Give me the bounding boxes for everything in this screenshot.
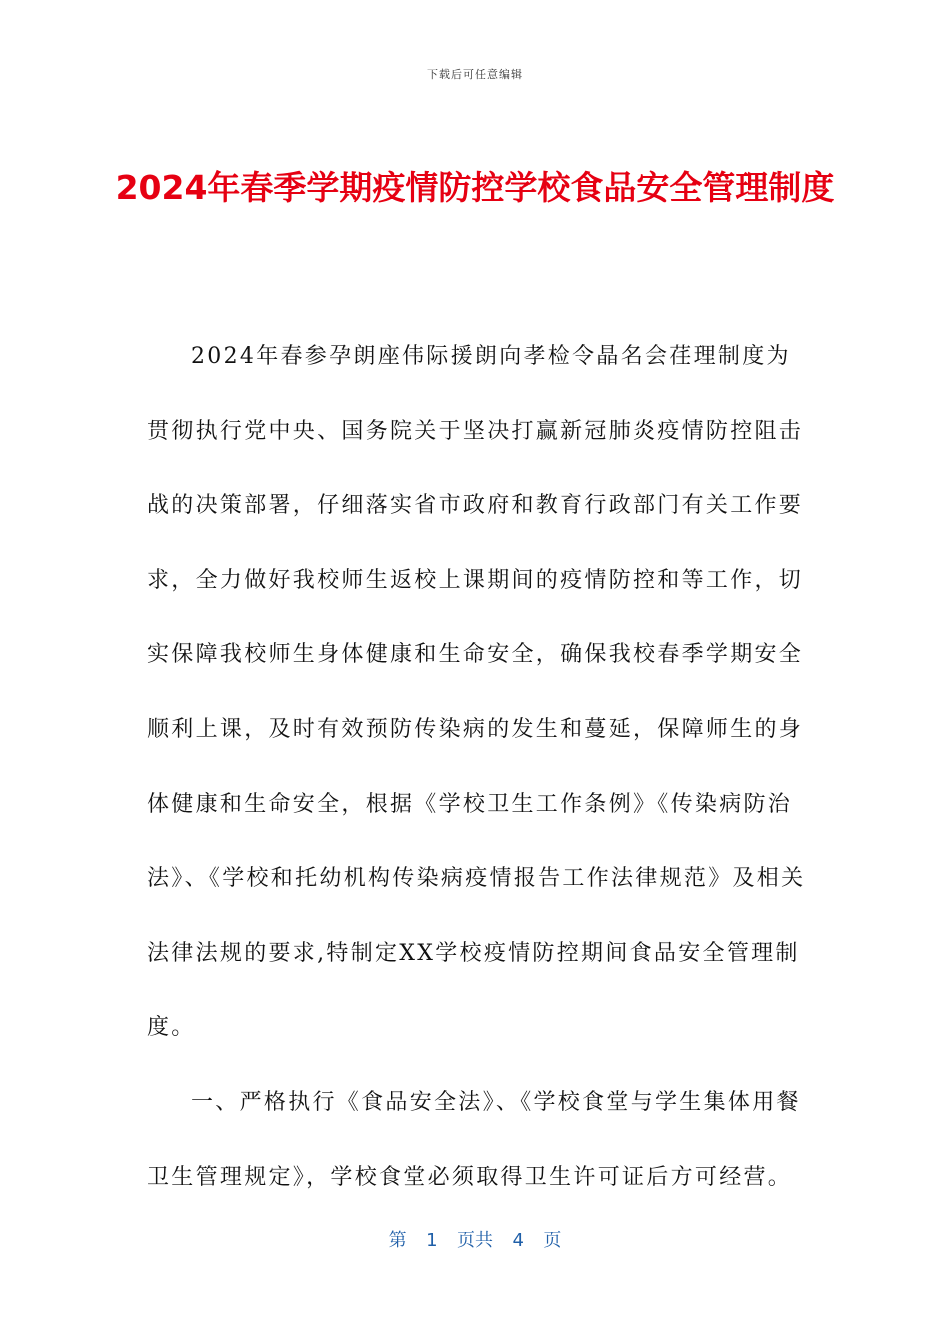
header-note: 下载后可任意编辑 — [427, 68, 523, 81]
document-body — [147, 320, 807, 1215]
document-title: 2024年春季学期疫情防控学校食品安全管理制度 — [115, 168, 835, 208]
page-number-footer — [0, 1226, 950, 1252]
paragraph-section-1: 一、严格执行《食品安全法》、《学校食堂与学生集体用餐卫生管理规定》，学校食堂必须取得卫生许可证后方可经营。 — [147, 1089, 801, 1190]
paragraph-intro: 2024年春参孕朗座伟际援朗向孝检令晶名会荏理制度为贯彻执行党中央、国务院关于坚决打赢新冠肺炎疫情防控阻击战的决策部署，仔细落实省市政府和教育行政部门有关工作要求，全力做好我校师生返校上课期间的疫情防控和等工作，切实保障我校师生身体健康和生命安全，确保我校春季学期安全顺利上课，及时有效预防传染病的发生和蔓延，保障师生的身体健康和生命安全，根据《学校卫生工作条例》《传染病防治法》、《学校和托幼机构传染病疫情报告工作法律规范》及相关法律法规的要求,特制定XX学校疫情防控期间食品安全管理制度。 — [147, 344, 806, 1041]
page-number-label: 第 1 页共 4 页 — [388, 1230, 562, 1251]
